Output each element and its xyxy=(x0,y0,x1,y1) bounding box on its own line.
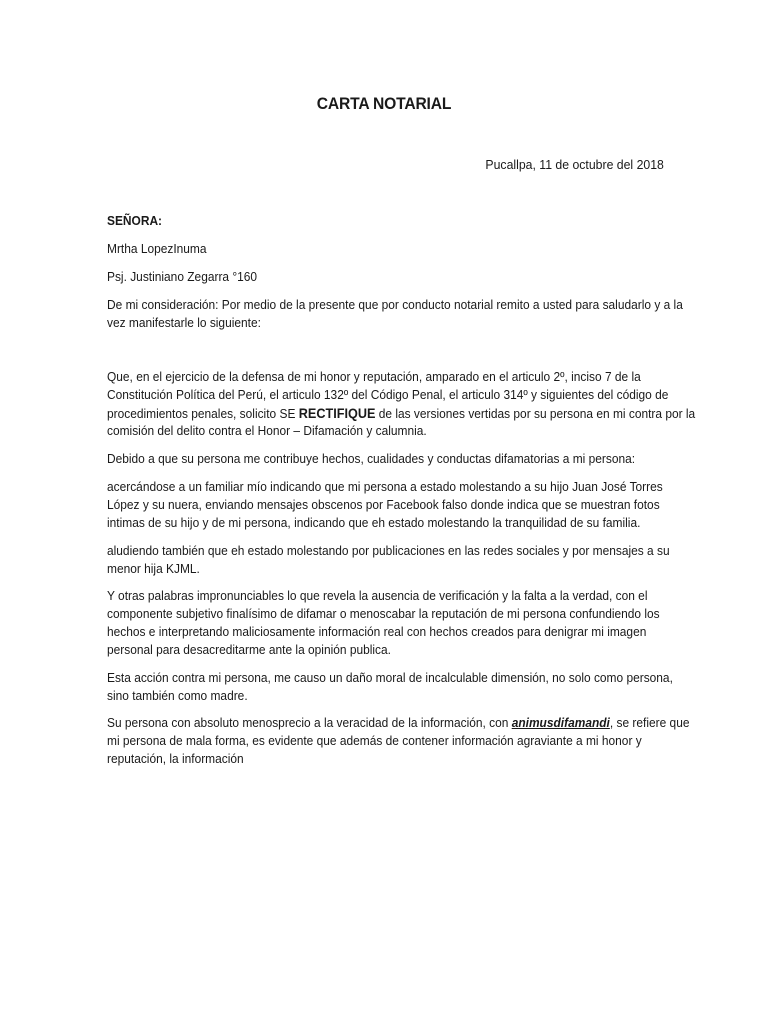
p3-line-1: acercándose a un familiar mío indicando que mi persona a estado molestando a su hijo Juan José Torres xyxy=(107,479,663,494)
p1-line-3-post: de las versiones vertidas por su persona en mi contra por la xyxy=(375,406,696,421)
p1-line-2: Constitución Política del Perú, el articulo 132º del Código Penal, el articulo 314º y siguientes del código de xyxy=(107,387,669,402)
p3-line-2: López y su nuera, enviando mensajes obscenos por Facebook falso donde indica que se muestran fotos xyxy=(107,497,660,512)
p6-line-2: sino también como madre. xyxy=(107,688,248,703)
p1-line-4: comisión del delito contra el Honor – Difamación y calumnia. xyxy=(107,423,427,438)
p5-line-3: hechos e interpretando maliciosamente información real con hechos creados para denigrar mi imagen xyxy=(107,624,647,639)
p1-line-3 xyxy=(107,404,695,424)
document-date: Pucallpa, 11 de octubre del 2018 xyxy=(485,157,664,172)
intro-line-2: vez manifestarle lo siguiente: xyxy=(107,315,261,330)
p1-line-1: Que, en el ejercicio de la defensa de mi honor y reputación, amparado en el articulo 2º, inciso 7 de la xyxy=(107,369,641,384)
p2-line: Debido a que su persona me contribuye hechos, cualidades y conductas difamatorias a mi persona: xyxy=(107,451,636,466)
p7-line-1 xyxy=(107,714,689,733)
p7-line-2: mi persona de mala forma, es evidente que además de contener información agraviante a mi honor y xyxy=(107,733,642,748)
p7-line-1-post: , se refiere que xyxy=(609,715,690,730)
salutation: SEÑORA: xyxy=(107,213,163,228)
recipient-name: Mrtha LopezInuma xyxy=(107,241,207,256)
p7-line-1-pre: Su persona con absoluto menosprecio a la veracidad de la información, con xyxy=(107,715,512,730)
p7-line-3: reputación, la información xyxy=(107,751,244,766)
document-title: CARTA NOTARIAL xyxy=(316,94,452,113)
animus-emphasis: animusdifamandi xyxy=(511,715,610,730)
intro-line-1: De mi consideración: Por medio de la presente que por conducto notarial remito a usted para saludarlo y a la xyxy=(107,297,683,312)
p5-line-4: personal para desacreditarme ante la opinión publica. xyxy=(107,642,391,657)
p4-line-2: menor hija KJML. xyxy=(107,561,200,576)
p4-line-1: aludiendo también que eh estado molestando por publicaciones en las redes sociales y por mensajes a su xyxy=(107,543,670,558)
p6-line-1: Esta acción contra mi persona, me causo un daño moral de incalculable dimensión, no solo como persona, xyxy=(107,670,673,685)
recipient-address: Psj. Justiniano Zegarra °160 xyxy=(107,269,258,284)
p1-line-3-pre: procedimientos penales, solicito SE xyxy=(107,406,299,421)
p5-line-1: Y otras palabras impronunciables lo que revela la ausencia de verificación y la falta a la verdad, con el xyxy=(107,588,648,603)
p5-line-2: componente subjetivo finalísimo de difamar o menoscabar la reputación de mi persona confundiendo los xyxy=(107,606,660,621)
rectifique-emphasis: RECTIFIQUE xyxy=(298,405,376,421)
p3-line-3: intimas de su hijo y de mi persona, indicando que eh estado molestando la tranquilidad de su familia. xyxy=(107,515,641,530)
